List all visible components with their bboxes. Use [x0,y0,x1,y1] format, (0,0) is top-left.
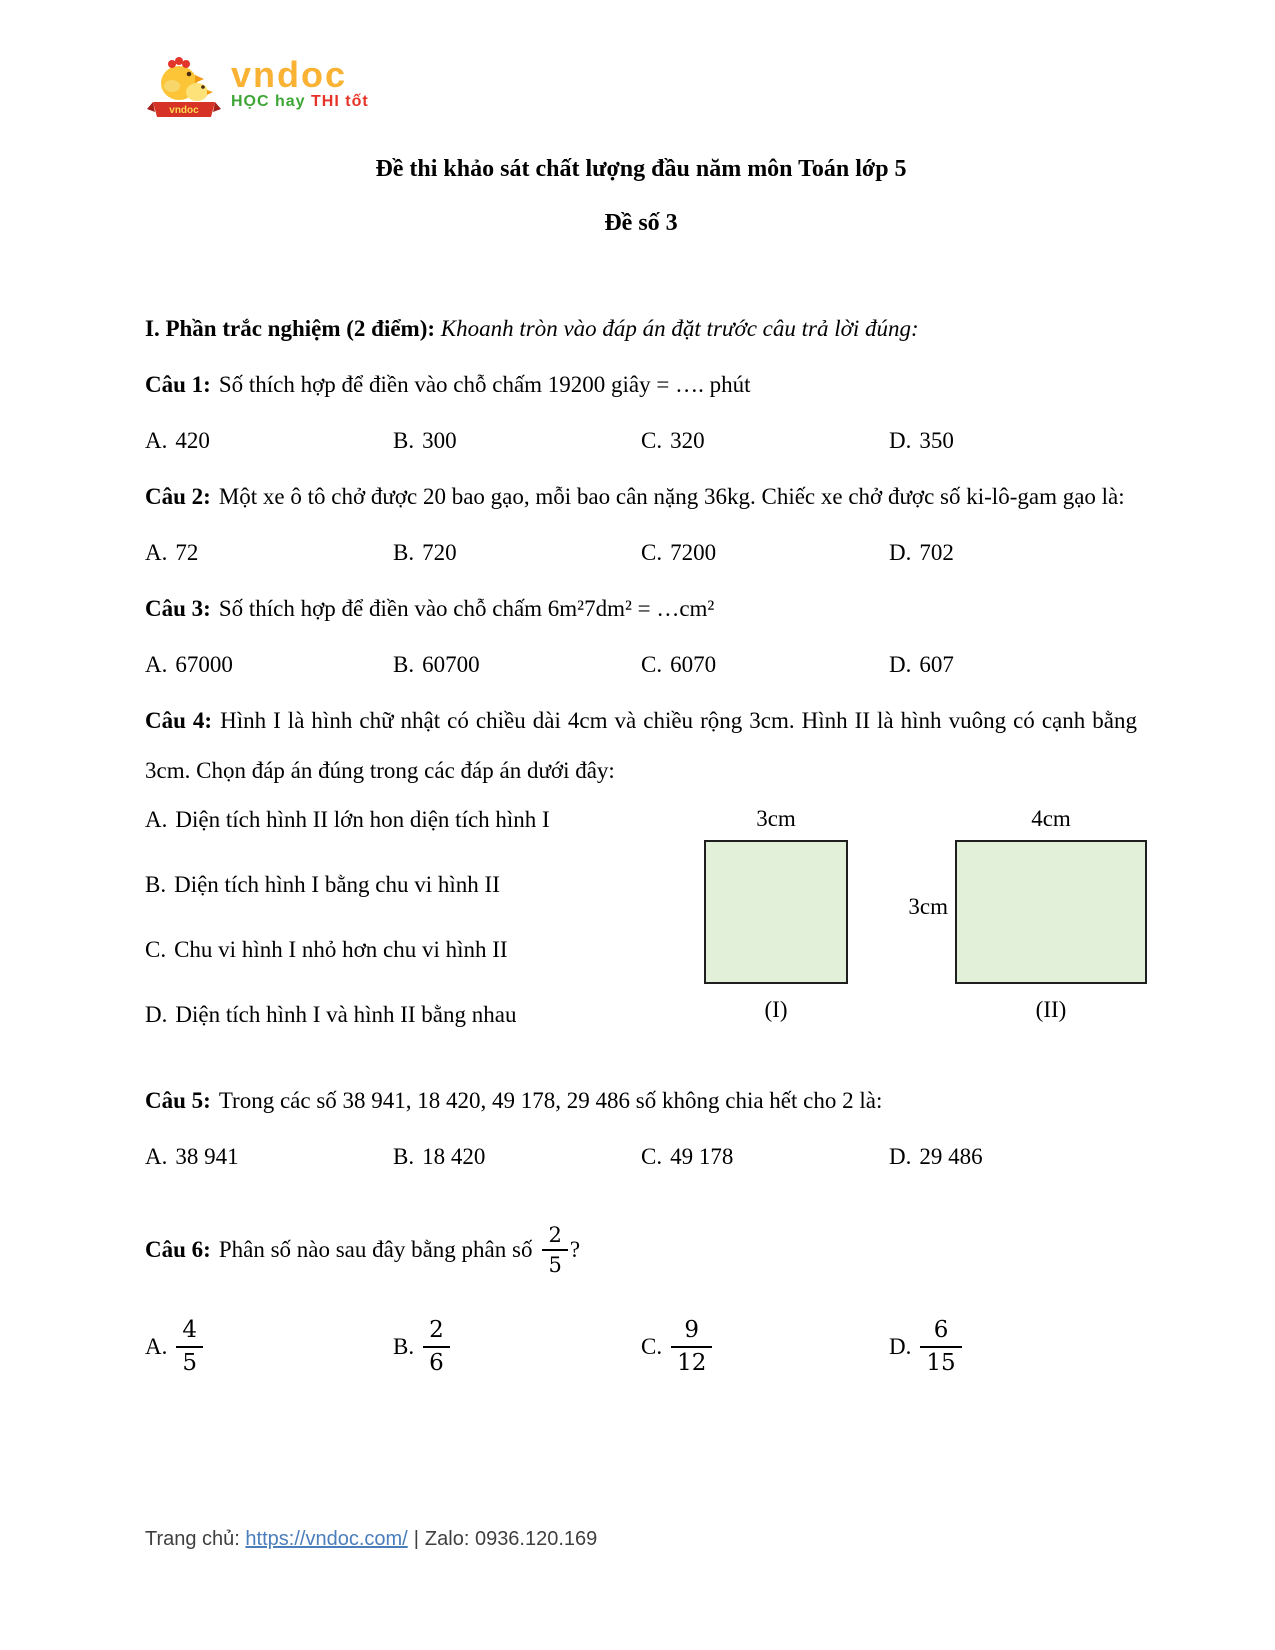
option-letter: A. [145,652,168,677]
chicken-mascot-icon [145,54,223,122]
fraction-denominator: 6 [429,1349,444,1376]
fraction-numerator: 4 [176,1316,203,1348]
square-top-dimension-label: 3cm [756,806,796,831]
option-letter: D. [889,540,912,565]
fraction-numerator: 6 [920,1316,961,1348]
option-b [393,1316,641,1378]
option-fraction [423,1316,450,1378]
question-3-label: Câu 3: [145,596,211,621]
option-letter: A. [145,540,168,565]
option-c [641,1316,889,1378]
section-instruction: Khoanh tròn vào đáp án đặt trước câu trả lời đúng: [440,316,919,341]
page-title: Đề thi khảo sát chất lượng đầu năm môn Toán lớp 5 [375,156,907,182]
question-2-label: Câu 2: [145,484,211,509]
question-3-options [145,640,1137,690]
tagline-part-1: HỌC hay [231,93,306,110]
option-letter: D. [145,1002,168,1027]
option-text: 49 178 [670,1144,734,1169]
option-text: 702 [919,540,954,565]
question-4 [145,696,1137,796]
option-fraction [671,1316,712,1378]
question-5-options [145,1132,1137,1182]
fraction-denominator: 15 [926,1349,956,1376]
option-text: Diện tích hình I và hình II bằng nhau [175,1002,517,1027]
rectangle-shape-ii [955,840,1147,984]
option-text: Diện tích hình I bằng chu vi hình II [174,872,500,897]
vndoc-logo [145,54,1137,124]
option-text: Chu vi hình I nhỏ hơn chu vi hình II [174,937,508,962]
geometry-figure [670,804,1135,1029]
option-a [145,528,393,578]
option-d [145,999,670,1031]
fraction-numerator: 2 [542,1222,567,1251]
fraction-numerator: 9 [671,1316,712,1348]
question-5-text: Trong các số 38 941, 18 420, 49 178, 29 486 số không chia hết cho 2 là: [218,1088,883,1113]
option-b [145,869,670,901]
footer-prefix: Trang chủ: [145,1528,246,1550]
option-letter: C. [641,1144,663,1169]
option-letter: A. [145,1333,168,1359]
svg-text:vndoc: vndoc [169,105,199,116]
fraction-denominator: 5 [182,1349,198,1376]
question-1-label: Câu 1: [145,372,211,397]
question-6-label: Câu 6: [145,1237,211,1262]
option-letter: C. [641,540,663,565]
option-a [145,416,393,466]
option-letter: D. [889,1333,912,1359]
footer-separator: | [413,1528,419,1550]
option-a [145,1132,393,1182]
option-b [393,640,641,690]
option-text: 720 [422,540,457,565]
option-text: 420 [175,428,210,453]
option-d [889,528,1137,578]
question-1-text: Số thích hợp để điền vào chỗ chấm 19200 giây = …. phút [218,372,751,397]
option-letter: B. [145,872,167,897]
option-text: 6070 [670,652,717,677]
question-6-options [145,1316,1137,1378]
option-letter: C. [641,428,663,453]
option-d [889,1132,1137,1182]
option-d [889,1316,1137,1378]
option-text: 72 [175,540,199,565]
option-text: 18 420 [422,1144,486,1169]
fraction-denominator: 5 [548,1253,562,1277]
option-fraction [920,1316,961,1378]
option-c [641,416,889,466]
question-5 [145,1076,1137,1126]
option-letter: C. [145,937,167,962]
option-letter: A. [145,428,168,453]
option-fraction [176,1316,203,1378]
brand-wordmark: vndoc [231,54,348,95]
footer-zalo: Zalo: 0936.120.169 [424,1528,598,1550]
question-4-options [145,804,670,1064]
fraction-denominator: 12 [677,1349,707,1376]
option-d [889,416,1137,466]
question-4-text: Hình I là hình chữ nhật có chiều dài 4cm và chiều rộng 3cm. Hình II là hình vuông có cạnh bằng 3cm. Chọn đáp án đúng trong các đáp án dưới đây: [145,708,1137,783]
rectangle-top-dimension-label: 4cm [1031,806,1071,831]
shape-ii-caption: (II) [1035,997,1067,1022]
option-letter: A. [145,807,168,832]
question-5-label: Câu 5: [145,1088,211,1113]
option-a [145,804,670,836]
option-text: Diện tích hình II lớn hon diện tích hình I [175,807,550,832]
question-6 [145,1200,1137,1300]
option-c [641,640,889,690]
option-b [393,416,641,466]
question-1-options [145,416,1137,466]
homepage-link[interactable]: https://vndoc.com/ [245,1528,408,1550]
tagline-part-2: THI tốt [311,93,369,110]
question-6-fraction [542,1222,567,1279]
brand-tagline [231,92,369,112]
question-4-body [145,804,1137,1064]
question-6-question-mark: ? [569,1237,581,1262]
option-text: 350 [919,428,954,453]
option-a [145,1316,393,1378]
option-letter: B. [393,540,415,565]
option-letter: A. [145,1144,168,1169]
option-c [145,934,670,966]
option-d [889,640,1137,690]
question-2-text: Một xe ô tô chở được 20 bao gạo, mỗi bao cân nặng 36kg. Chiếc xe chở được số ki-lô-gam gạo là: [218,484,1125,509]
option-text: 607 [919,652,954,677]
option-b [393,1132,641,1182]
option-letter: B. [393,652,415,677]
question-1 [145,360,1137,410]
option-letter: B. [393,1333,415,1359]
option-letter: D. [889,428,912,453]
page-footer [145,1528,597,1551]
page-subtitle: Đề số 3 [604,210,678,236]
option-text: 300 [422,428,457,453]
option-text: 67000 [175,652,233,677]
question-3-text: Số thích hợp để điền vào chỗ chấm 6m²7dm² = …cm² [218,596,715,621]
question-3 [145,584,1137,634]
option-letter: C. [641,1333,663,1359]
option-text: 7200 [670,540,717,565]
option-c [641,528,889,578]
option-text: 38 941 [175,1144,239,1169]
option-letter: B. [393,428,415,453]
shape-i-caption: (I) [764,997,788,1022]
question-4-label: Câu 4: [145,708,213,733]
fraction-numerator: 2 [423,1316,450,1348]
square-shape-i [704,840,848,984]
question-2-options [145,528,1137,578]
option-letter: D. [889,652,912,677]
option-letter: C. [641,652,663,677]
option-text: 29 486 [919,1144,983,1169]
option-letter: D. [889,1144,912,1169]
question-6-text: Phân số nào sau đây bằng phân số [218,1237,533,1262]
question-2 [145,472,1137,522]
option-letter: B. [393,1144,415,1169]
rectangle-side-dimension-label: 3cm [908,894,948,919]
option-a [145,640,393,690]
section-label: I. Phần trắc nghiệm (2 điểm): [145,316,436,341]
option-c [641,1132,889,1182]
option-text: 60700 [422,652,480,677]
option-b [393,528,641,578]
section-heading [145,304,1137,354]
option-text: 320 [670,428,705,453]
